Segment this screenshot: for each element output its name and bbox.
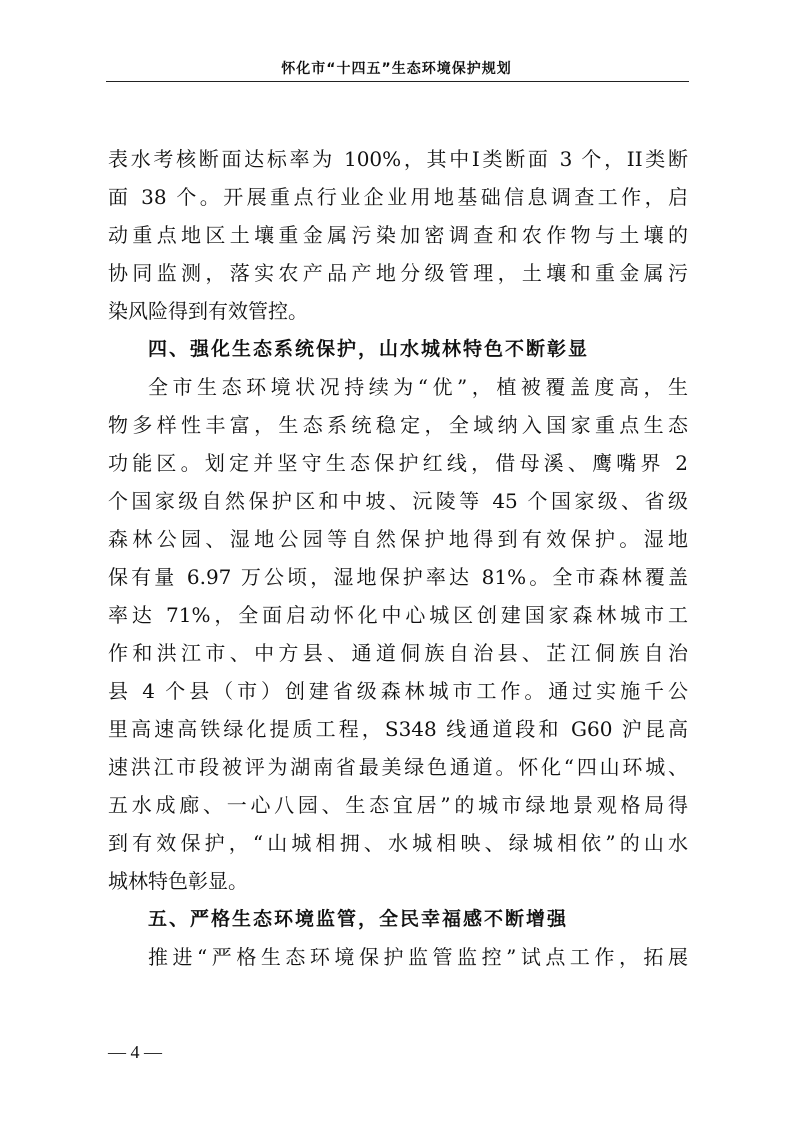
running-header: 怀化市“十四五”生态环境保护规划 xyxy=(281,61,512,77)
text-line: 率达 71%，全面启动怀化中心城区创建国家森林城市工 xyxy=(108,603,688,627)
section-heading: 五、严格生态环境监管，全民幸福感不断增强 xyxy=(148,908,569,930)
text-line: 五水成廊、一心八园、生态宜居”的城市绿地景观格局得 xyxy=(108,793,688,817)
text-line: 协同监测，落实农产品产地分级管理，土壤和重金属污 xyxy=(108,261,688,285)
text-line: 县 4 个县（市）创建省级森林城市工作。通过实施千公 xyxy=(108,679,688,703)
text-line: 速洪江市段被评为湖南省最美绿色通道。怀化“四山环城、 xyxy=(108,755,688,779)
text-line: 城林特色彰显。 xyxy=(108,869,248,893)
text-line: 里高速高铁绿化提质工程，S348 线通道段和 G60 沪昆高 xyxy=(108,717,688,741)
text-line: 推进“严格生态环境保护监管监控”试点工作，拓展 xyxy=(148,945,688,969)
text-line: 功能区。划定并坚守生态保护红线，借母溪、鹰嘴界 2 xyxy=(108,451,688,475)
text-line: 作和洪江市、中方县、通道侗族自治县、芷江侗族自治 xyxy=(108,641,688,665)
section-heading: 四、强化生态系统保护，山水城林特色不断彰显 xyxy=(148,338,590,360)
text-line: 染风险得到有效管控。 xyxy=(108,299,308,323)
document-body xyxy=(108,140,688,976)
page-number: — 4 — xyxy=(108,1042,162,1062)
text-line: 物多样性丰富，生态系统稳定，全域纳入国家重点生态 xyxy=(108,413,688,437)
text-line: 动重点地区土壤重金属污染加密调查和农作物与土壤的 xyxy=(108,223,688,247)
text-line: 个国家级自然保护区和中坡、沅陵等 45 个国家级、省级 xyxy=(108,489,688,513)
text-line: 表水考核断面达标率为 100%，其中I类断面 3 个，II类断 xyxy=(108,147,688,171)
text-line: 保有量 6.97 万公顷，湿地保护率达 81%。全市森林覆盖 xyxy=(108,565,688,589)
text-line: 面 38 个。开展重点行业企业用地基础信息调查工作，启 xyxy=(108,185,688,209)
header-rule xyxy=(106,81,689,82)
text-line: 森林公园、湿地公园等自然保护地得到有效保护。湿地 xyxy=(108,527,688,551)
text-line: 到有效保护，“山城相拥、水城相映、绿城相依”的山水 xyxy=(108,831,688,855)
text-line: 全市生态环境状况持续为“优”，植被覆盖度高，生 xyxy=(148,375,688,399)
